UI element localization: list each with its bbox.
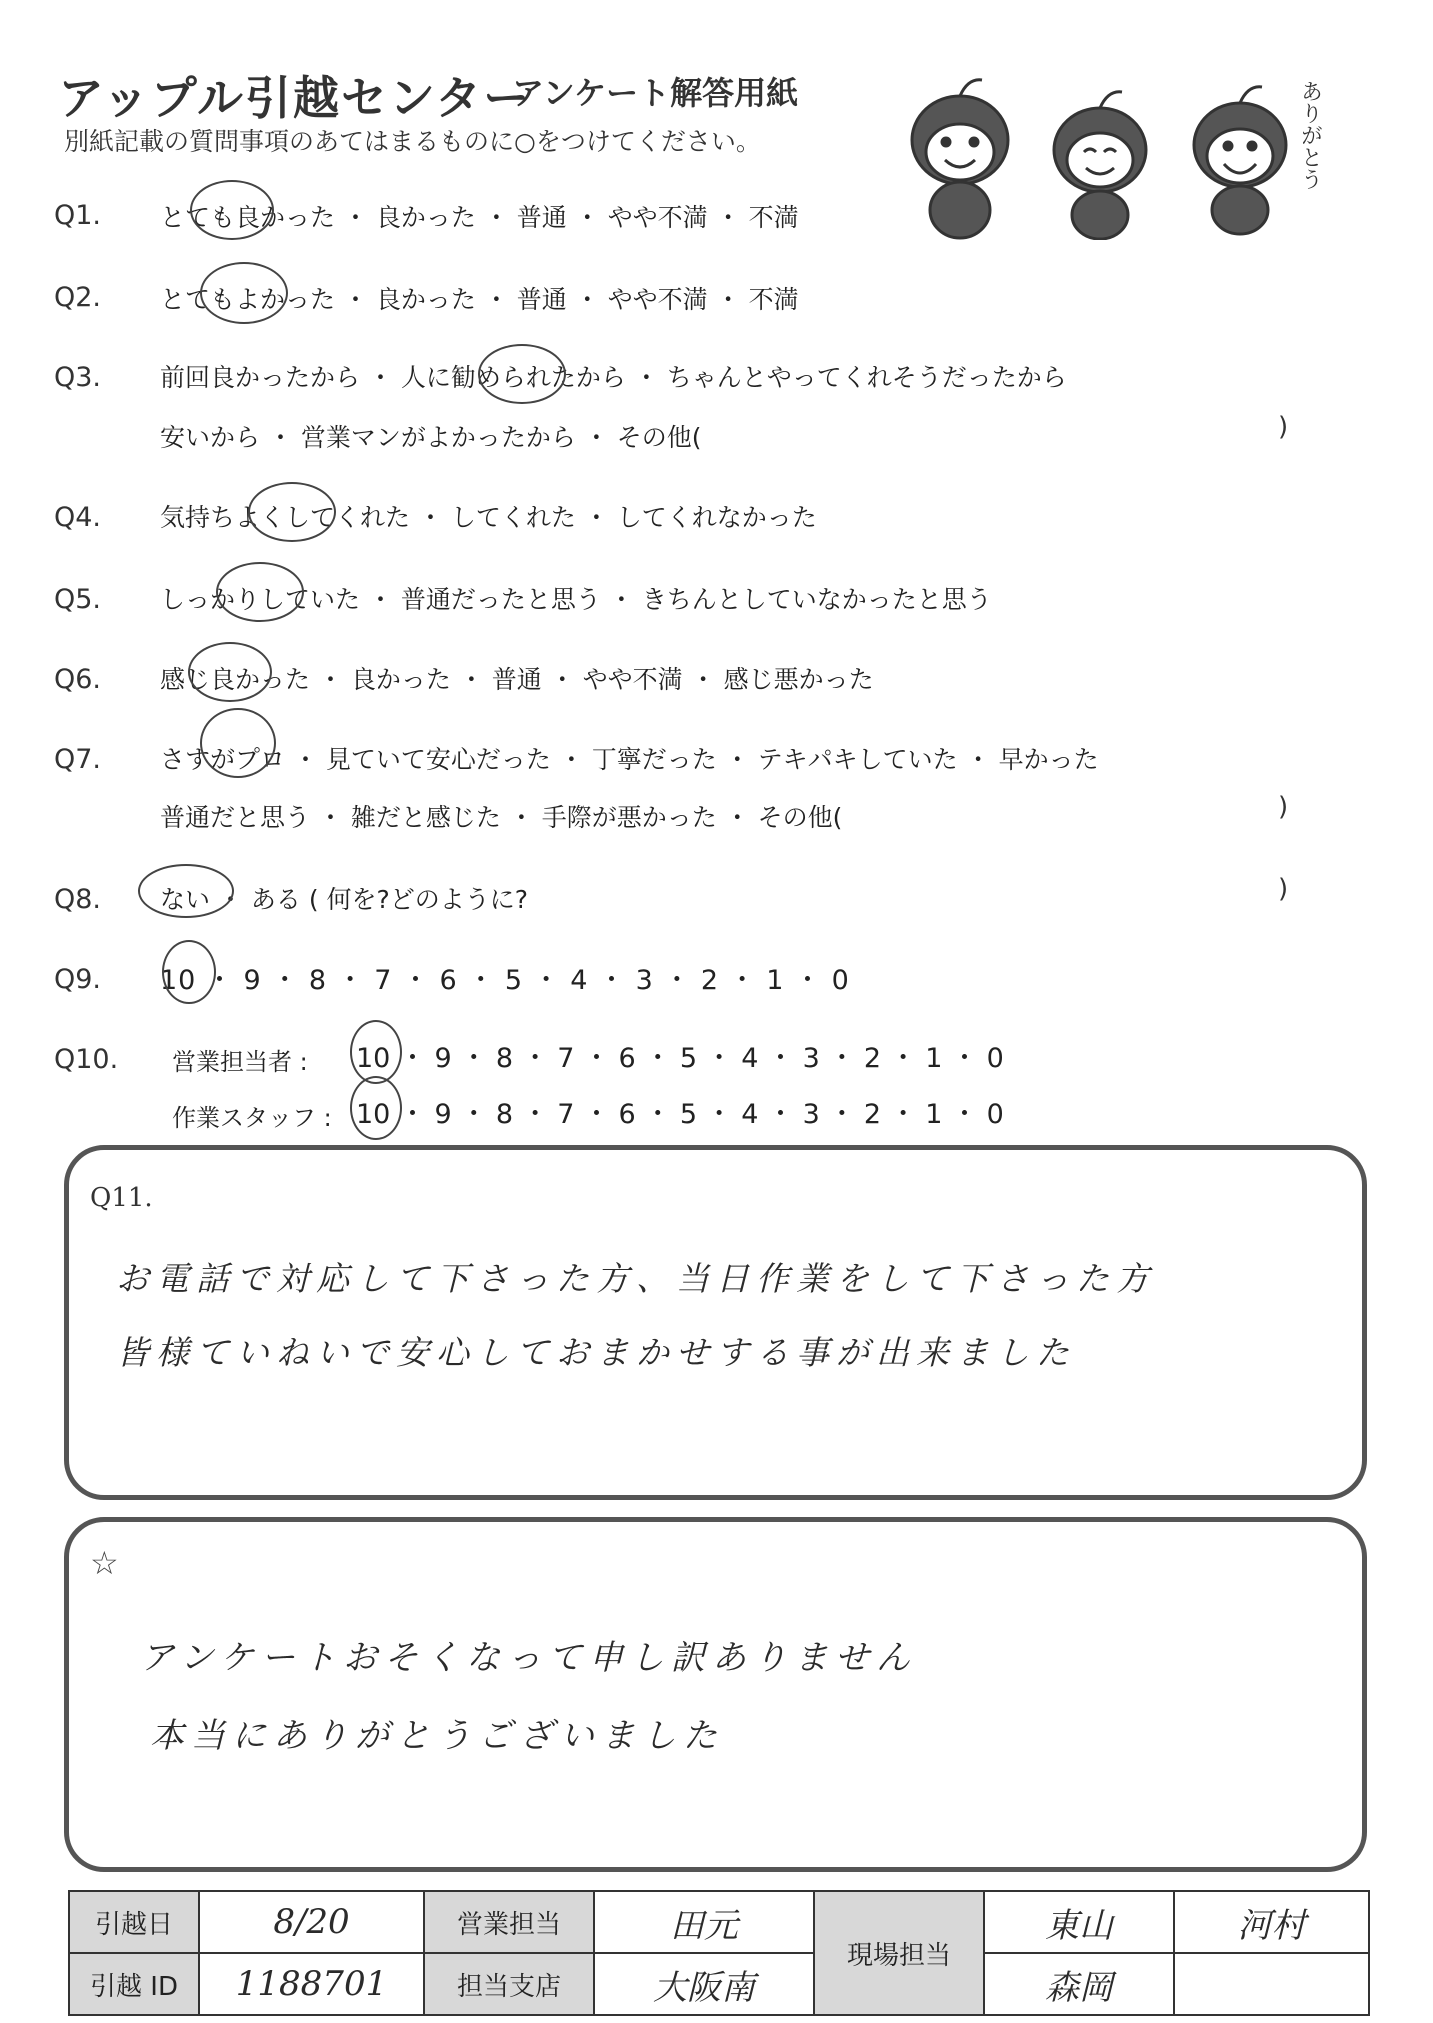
- q3-close-paren: ): [1278, 412, 1289, 442]
- star-comment-box: [64, 1517, 1367, 1872]
- q11-comment-box: [64, 1145, 1367, 1500]
- q2-options: とてもよかった ・ 良かった ・ 普通 ・ やや不満 ・ 不満: [160, 285, 799, 314]
- star-icon: ☆: [90, 1544, 119, 1582]
- q9-number: Q9.: [54, 964, 102, 995]
- sales-rep-value: 田元: [594, 1891, 814, 1953]
- site-staff-value-3: 森岡: [984, 1953, 1174, 2015]
- q1-number: Q1.: [54, 200, 102, 231]
- q4-options: 気持ちよくしてくれた ・ してくれた ・ してくれなかった: [160, 503, 817, 532]
- site-staff-value-1: 東山: [984, 1891, 1174, 1953]
- q3-options-line2: 安いから ・ 営業マンがよかったから ・ その他(: [160, 423, 702, 452]
- star-handwritten-line2: 本当にありがとうございました: [150, 1716, 724, 1756]
- answer-circle: [216, 562, 304, 622]
- q9-scale: 10 ・ 9 ・ 8 ・ 7 ・ 6 ・ 5 ・ 4 ・ 3 ・ 2 ・ 1 ・ 0: [160, 965, 850, 996]
- q10-sales-scale: 10 ・ 9 ・ 8 ・ 7 ・ 6 ・ 5 ・ 4 ・ 3 ・ 2 ・ 1 ・ 0: [356, 1043, 1004, 1074]
- form-subtitle: アンケート解答用紙: [512, 74, 799, 112]
- site-staff-label: 現場担当: [814, 1891, 984, 2015]
- mascot-caption: ありがとう: [1297, 80, 1323, 190]
- q5-options: しっかりしていた ・ 普通だったと思う ・ きちんとしていなかったと思う: [160, 585, 992, 614]
- q7-number: Q7.: [54, 744, 102, 775]
- star-handwritten-line1: アンケートおそくなって申し訳ありません: [140, 1638, 917, 1678]
- q6-options: 感じ良かった ・ 良かった ・ 普通 ・ やや不満 ・ 感じ悪かった: [160, 665, 874, 694]
- answer-circle: [188, 642, 272, 702]
- q3-options-line1: 前回良かったから ・ 人に勧められたから ・ ちゃんとやってくれそうだったから: [160, 363, 1067, 392]
- q11-handwritten-line1: お電話で対応して下さった方、当日作業をして下さった方: [116, 1259, 1156, 1298]
- q11-label: Q11.: [90, 1183, 153, 1213]
- q10-sales-label: 営業担当者 :: [172, 1048, 308, 1076]
- q10-staff-scale: 10 ・ 9 ・ 8 ・ 7 ・ 6 ・ 5 ・ 4 ・ 3 ・ 2 ・ 1 ・ 0: [356, 1099, 1004, 1130]
- q7-close-paren: ): [1278, 792, 1289, 822]
- answer-circle: [190, 180, 274, 240]
- move-id-label: 引越 ID: [69, 1953, 199, 2015]
- branch-label: 担当支店: [424, 1953, 594, 2015]
- answer-circle: [350, 1076, 402, 1140]
- q6-number: Q6.: [54, 664, 102, 695]
- site-staff-value-2: 河村: [1174, 1891, 1369, 1953]
- answer-circle: [200, 262, 288, 324]
- q8-options: ない ・ ある ( 何を?どのように?: [160, 885, 529, 914]
- q3-number: Q3.: [54, 362, 102, 393]
- branch-value: 大阪南: [594, 1953, 814, 2015]
- q2-number: Q2.: [54, 282, 102, 313]
- q10-staff-label: 作業スタッフ :: [172, 1104, 332, 1132]
- q8-close-paren: ): [1278, 874, 1289, 904]
- answer-circle: [350, 1020, 402, 1084]
- q11-handwritten-line2: 皆様ていねいで安心しておまかせする事が出来ました: [116, 1333, 1076, 1372]
- q10-number: Q10.: [54, 1044, 119, 1075]
- move-date-value: 8/20: [199, 1891, 424, 1953]
- q4-number: Q4.: [54, 502, 102, 533]
- instruction-text: 別紙記載の質問事項のあてはまるものに○をつけてください。: [64, 127, 761, 156]
- q7-options-line2: 普通だと思う ・ 雑だと感じた ・ 手際が悪かった ・ その他(: [160, 803, 843, 832]
- footer-info-table: [68, 1890, 1370, 2016]
- answer-circle: [138, 864, 234, 918]
- sales-rep-label: 営業担当: [424, 1891, 594, 1953]
- q7-options-line1: さすがプロ ・ 見ていて安心だった ・ 丁寧だった ・ テキパキしていた ・ 早かった: [160, 745, 1099, 774]
- mascot-illustration: [890, 60, 1340, 240]
- form-title: アップル引越センター: [58, 71, 532, 125]
- answer-circle: [200, 708, 276, 778]
- answer-circle: [162, 940, 216, 1004]
- move-date-label: 引越日: [69, 1891, 199, 1953]
- site-staff-empty: [1174, 1953, 1369, 2015]
- move-id-value: 1188701: [199, 1953, 424, 2015]
- q5-number: Q5.: [54, 584, 102, 615]
- answer-circle: [478, 344, 566, 404]
- answer-circle: [248, 482, 336, 542]
- q8-number: Q8.: [54, 884, 102, 915]
- q1-options: とても良かった ・ 良かった ・ 普通 ・ やや不満 ・ 不満: [160, 203, 799, 232]
